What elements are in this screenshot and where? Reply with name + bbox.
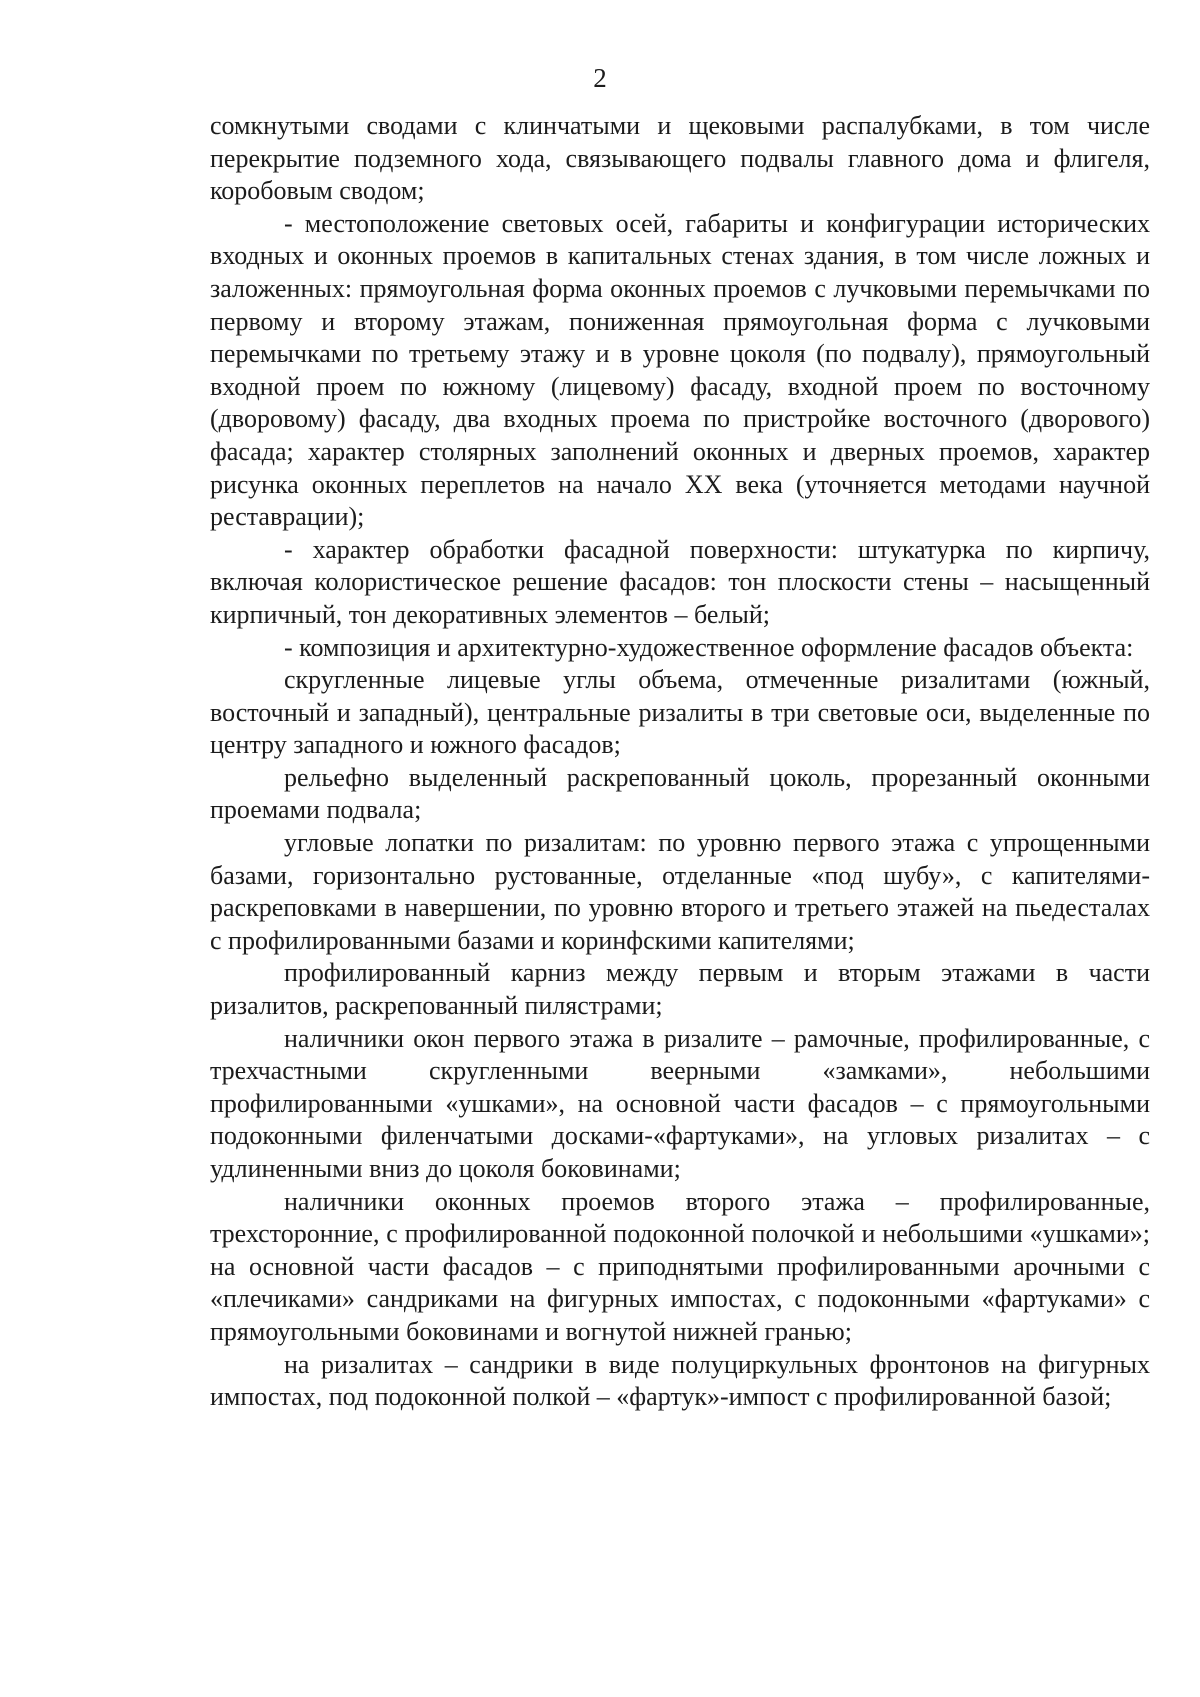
paragraph-facade-finish: - характер обработки фасадной поверхности: штукатурка по кирпичу, включая колористическое решение фасадов: тон плоскости стены – насыщенный кирпичный, тон декоративных элементов – белый; <box>210 534 1150 629</box>
paragraph-plinth: рельефно выделенный раскрепованный цоколь, прорезанный оконными проемами подвала; <box>210 762 1150 825</box>
page-number: 2 <box>593 63 607 93</box>
paragraph-first-floor-trims: наличники окон первого этажа в ризалите – рамочные, профилированные, с трехчастными скругленными веерными «замками», небольшими профилированными «ушками», на основной части фасадов – с прямоугольными подоконными филенчатыми досками-«фартуками», на угловых ризалитах – с удлиненными вниз до цоколя боковинами; <box>210 1023 1150 1183</box>
document-body <box>210 110 1150 1414</box>
paragraph-facade-composition: - композиция и архитектурно-художественное оформление фасадов объекта: <box>284 632 1134 662</box>
paragraph-risalit-pediments: на ризалитах – сандрики в виде полуциркульных фронтонов на фигурных импостах, под подоконной полкой – «фартук»-импост с профилированной базой; <box>210 1349 1150 1412</box>
paragraph-second-floor-trims: наличники оконных проемов второго этажа – профилированные, трехсторонние, с профилированной подоконной полочкой и небольшими «ушками»; на основной части фасадов – с приподнятыми профилированными арочными с «плечиками» сандриками на фигурных импостах, с подоконными «фартуками» с прямоугольными боковинами и вогнутой нижней гранью; <box>210 1186 1150 1346</box>
paragraph-rounded-corners: скругленные лицевые углы объема, отмеченные ризалитами (южный, восточный и западный), центральные ризалиты в три световые оси, выделенные по центру западного и южного фасадов; <box>210 665 1150 760</box>
paragraph-openings: - местоположение световых осей, габариты и конфигурации исторических входных и оконных проемов в капитальных стенах здания, в том числе ложных и заложенных: прямоугольная форма оконных проемов с лучковыми перемычками по первому и второму этажам, пониженная прямоугольная форма с лучковыми перемычками по третьему этажу и в уровне цоколя (по подвалу), прямоугольный входной проем по южному (лицевому) фасаду, входной проем по восточному (дворовому) фасаду, два входных проема по пристройке восточного (дворового) фасада; характер столярных заполнений оконных и дверных проемов, характер рисунка оконных переплетов на начало XX века (уточняется методами научной реставрации); <box>210 208 1150 532</box>
paragraph-corner-pilasters: угловые лопатки по ризалитам: по уровню первого этажа с упрощенными базами, горизонтально рустованные, отделанные «под шубу», с капителями-раскреповками в навершении, по уровню второго и третьего этажей на пьедесталах с профилированными базами и коринфскими капителями; <box>210 828 1150 955</box>
paragraph-cornice: профилированный карниз между первым и вторым этажами в части ризалитов, раскрепованный пилястрами; <box>210 958 1150 1021</box>
paragraph-vault-continuation: сомкнутыми сводами с клинчатыми и щековыми распалубками, в том числе перекрытие подземного хода, связывающего подвалы главного дома и флигеля, коробовым сводом; <box>210 111 1150 206</box>
